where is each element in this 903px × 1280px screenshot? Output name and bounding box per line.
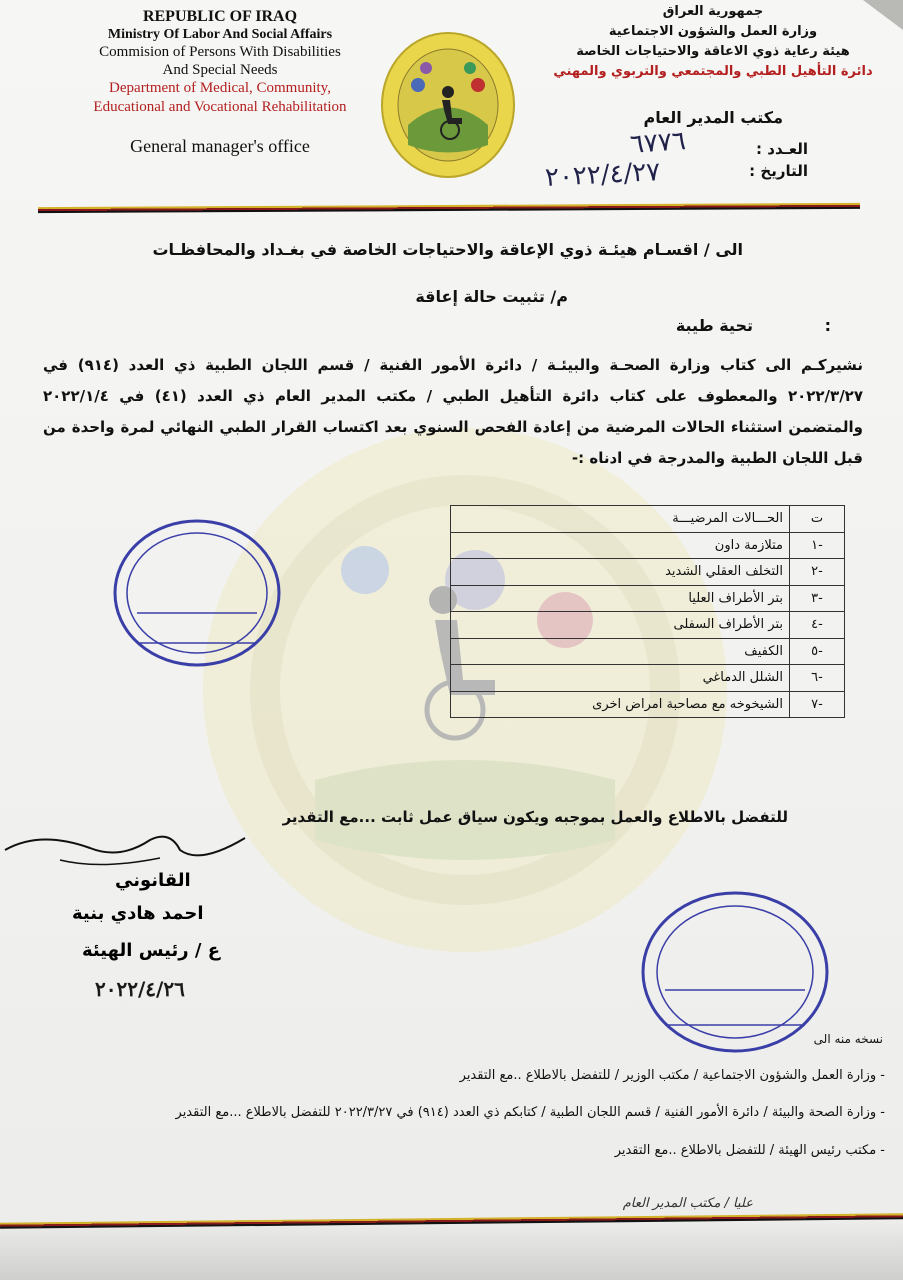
header-department-ar: دائرة التأهيل الطبي والمجتمعي والتربوي والمهني	[553, 64, 873, 79]
row-number: -٤	[790, 612, 845, 639]
signature-date: ٢٠٢٢/٤/٢٦	[95, 977, 185, 1001]
header-divider	[38, 203, 860, 213]
header-country-ar: جمهورية العراق	[662, 4, 764, 19]
row-condition: بتر الأطراف العليا	[451, 585, 790, 612]
copy-recipient: - وزارة العمل والشؤون الاجتماعية / مكتب الوزير / للتفضل بالاطلاع ..مع التقدير	[459, 1068, 885, 1083]
row-number: -٥	[790, 638, 845, 665]
row-number: -٣	[790, 585, 845, 612]
letter-greeting-colon: :	[824, 316, 831, 335]
conditions-table	[450, 505, 845, 718]
header-commission-en-2: And Special Needs	[162, 62, 278, 78]
table-header-row	[451, 506, 845, 533]
table-row	[451, 612, 845, 639]
row-condition: الشيخوخه مع مصاحبة امراض اخرى	[451, 691, 790, 718]
row-condition: الكفيف	[451, 638, 790, 665]
table-row	[451, 691, 845, 718]
letter-subject: م/ تثبيت حالة إعاقة	[415, 287, 568, 306]
commission-logo	[378, 30, 518, 180]
copy-recipient: - مكتب رئيس الهيئة / للتفضل بالاطلاع ..مع التقدير	[614, 1143, 885, 1158]
arabic-header	[543, 2, 883, 82]
number-label: العـدد :	[756, 140, 808, 158]
signatory-name: احمد هادي بنية	[72, 903, 204, 924]
header-department-en-2: Educational and Vocational Rehabilitation	[93, 99, 347, 115]
row-number: -٧	[790, 691, 845, 718]
table-header-condition: الحـــالات المرضيـــة	[451, 506, 790, 533]
copies-heading: نسخه منه الى	[813, 1032, 883, 1046]
header-office-en: General manager's office	[130, 136, 310, 156]
row-condition: متلازمة داون	[451, 532, 790, 559]
english-header	[40, 8, 400, 157]
header-office-ar: مكتب المدير العام	[643, 108, 783, 127]
header-commission-en-1: Commision of Persons With Disabilities	[99, 44, 341, 60]
copy-recipient: - وزارة الصحة والبيئة / دائرة الأمور الفنية / قسم اللجان الطبية / كتابكم ذي العدد (٩١٤) في ٢٠٢٢/٣/٢٧ للتفضل بالاطلاع ...مع التقدير	[175, 1105, 885, 1120]
signatory-role: ع / رئيس الهيئة	[82, 940, 221, 961]
letter-greeting: تحية طيبة	[675, 316, 753, 335]
row-number: -١	[790, 532, 845, 559]
row-number: -٢	[790, 559, 845, 586]
table-row	[451, 532, 845, 559]
header-ministry-en: Ministry Of Labor And Social Affairs	[107, 27, 333, 42]
table-row	[451, 585, 845, 612]
footer-note: عليا / مكتب المدير العام	[622, 1196, 753, 1211]
table-row	[451, 559, 845, 586]
reference-number: ٦٧٧٦	[629, 126, 687, 160]
letter-recipient: الى / اقسـام هيئـة ذوي الإعاقة والاحتياجات الخاصة في بغـداد والمحافظـات	[152, 240, 743, 259]
table-row	[451, 665, 845, 692]
official-stamp-left	[112, 518, 282, 668]
date-label: التاريخ :	[749, 162, 808, 180]
header-ministry-ar: وزارة العمل والشؤون الاجتماعية	[608, 24, 818, 39]
page-shadow	[0, 1220, 903, 1280]
row-number: -٦	[790, 665, 845, 692]
signatory-title: القانوني	[115, 870, 191, 891]
reference-labels	[749, 138, 808, 182]
row-condition: التخلف العقلي الشديد	[451, 559, 790, 586]
letter-closing: للتفضل بالاطلاع والعمل بموجبه ويكون سياق عمل ثابت ...مع التقدير	[282, 808, 788, 826]
header-department-en-1: Department of Medical, Community,	[109, 80, 331, 96]
row-condition: الشلل الدماغي	[451, 665, 790, 692]
header-country-en: REPUBLIC OF IRAQ	[142, 8, 298, 25]
official-stamp-right	[640, 890, 830, 1055]
header-commission-ar: هيئة رعاية ذوي الاعاقة والاحتياجات الخاصة	[576, 44, 850, 59]
letter-paragraph: نشيركـم الى كتاب وزارة الصحـة والبيئـة / دائرة الأمور الفنية / قسم اللجان الطبية ذي العدد (٩١٤) في ٢٠٢٢/٣/٢٧ والمعطوف على كتاب دائرة التأهيل الطبي / مكتب المدير العام ذي العدد (٤١) في ٢٠٢٢/١/٤ والمتضمن استثناء الحالات المرضية من إعادة الفحص السنوي بعد اكتساب القرار الطبي النهائي لمرة واحدة من قبل اللجان الطبية والمدرجة في ادناه :-	[43, 356, 863, 467]
row-condition: بتر الأطراف السفلى	[451, 612, 790, 639]
reference-date: ٢٠٢٢/٤/٢٧	[544, 157, 661, 193]
table-row	[451, 638, 845, 665]
table-header-number: ت	[790, 506, 845, 533]
